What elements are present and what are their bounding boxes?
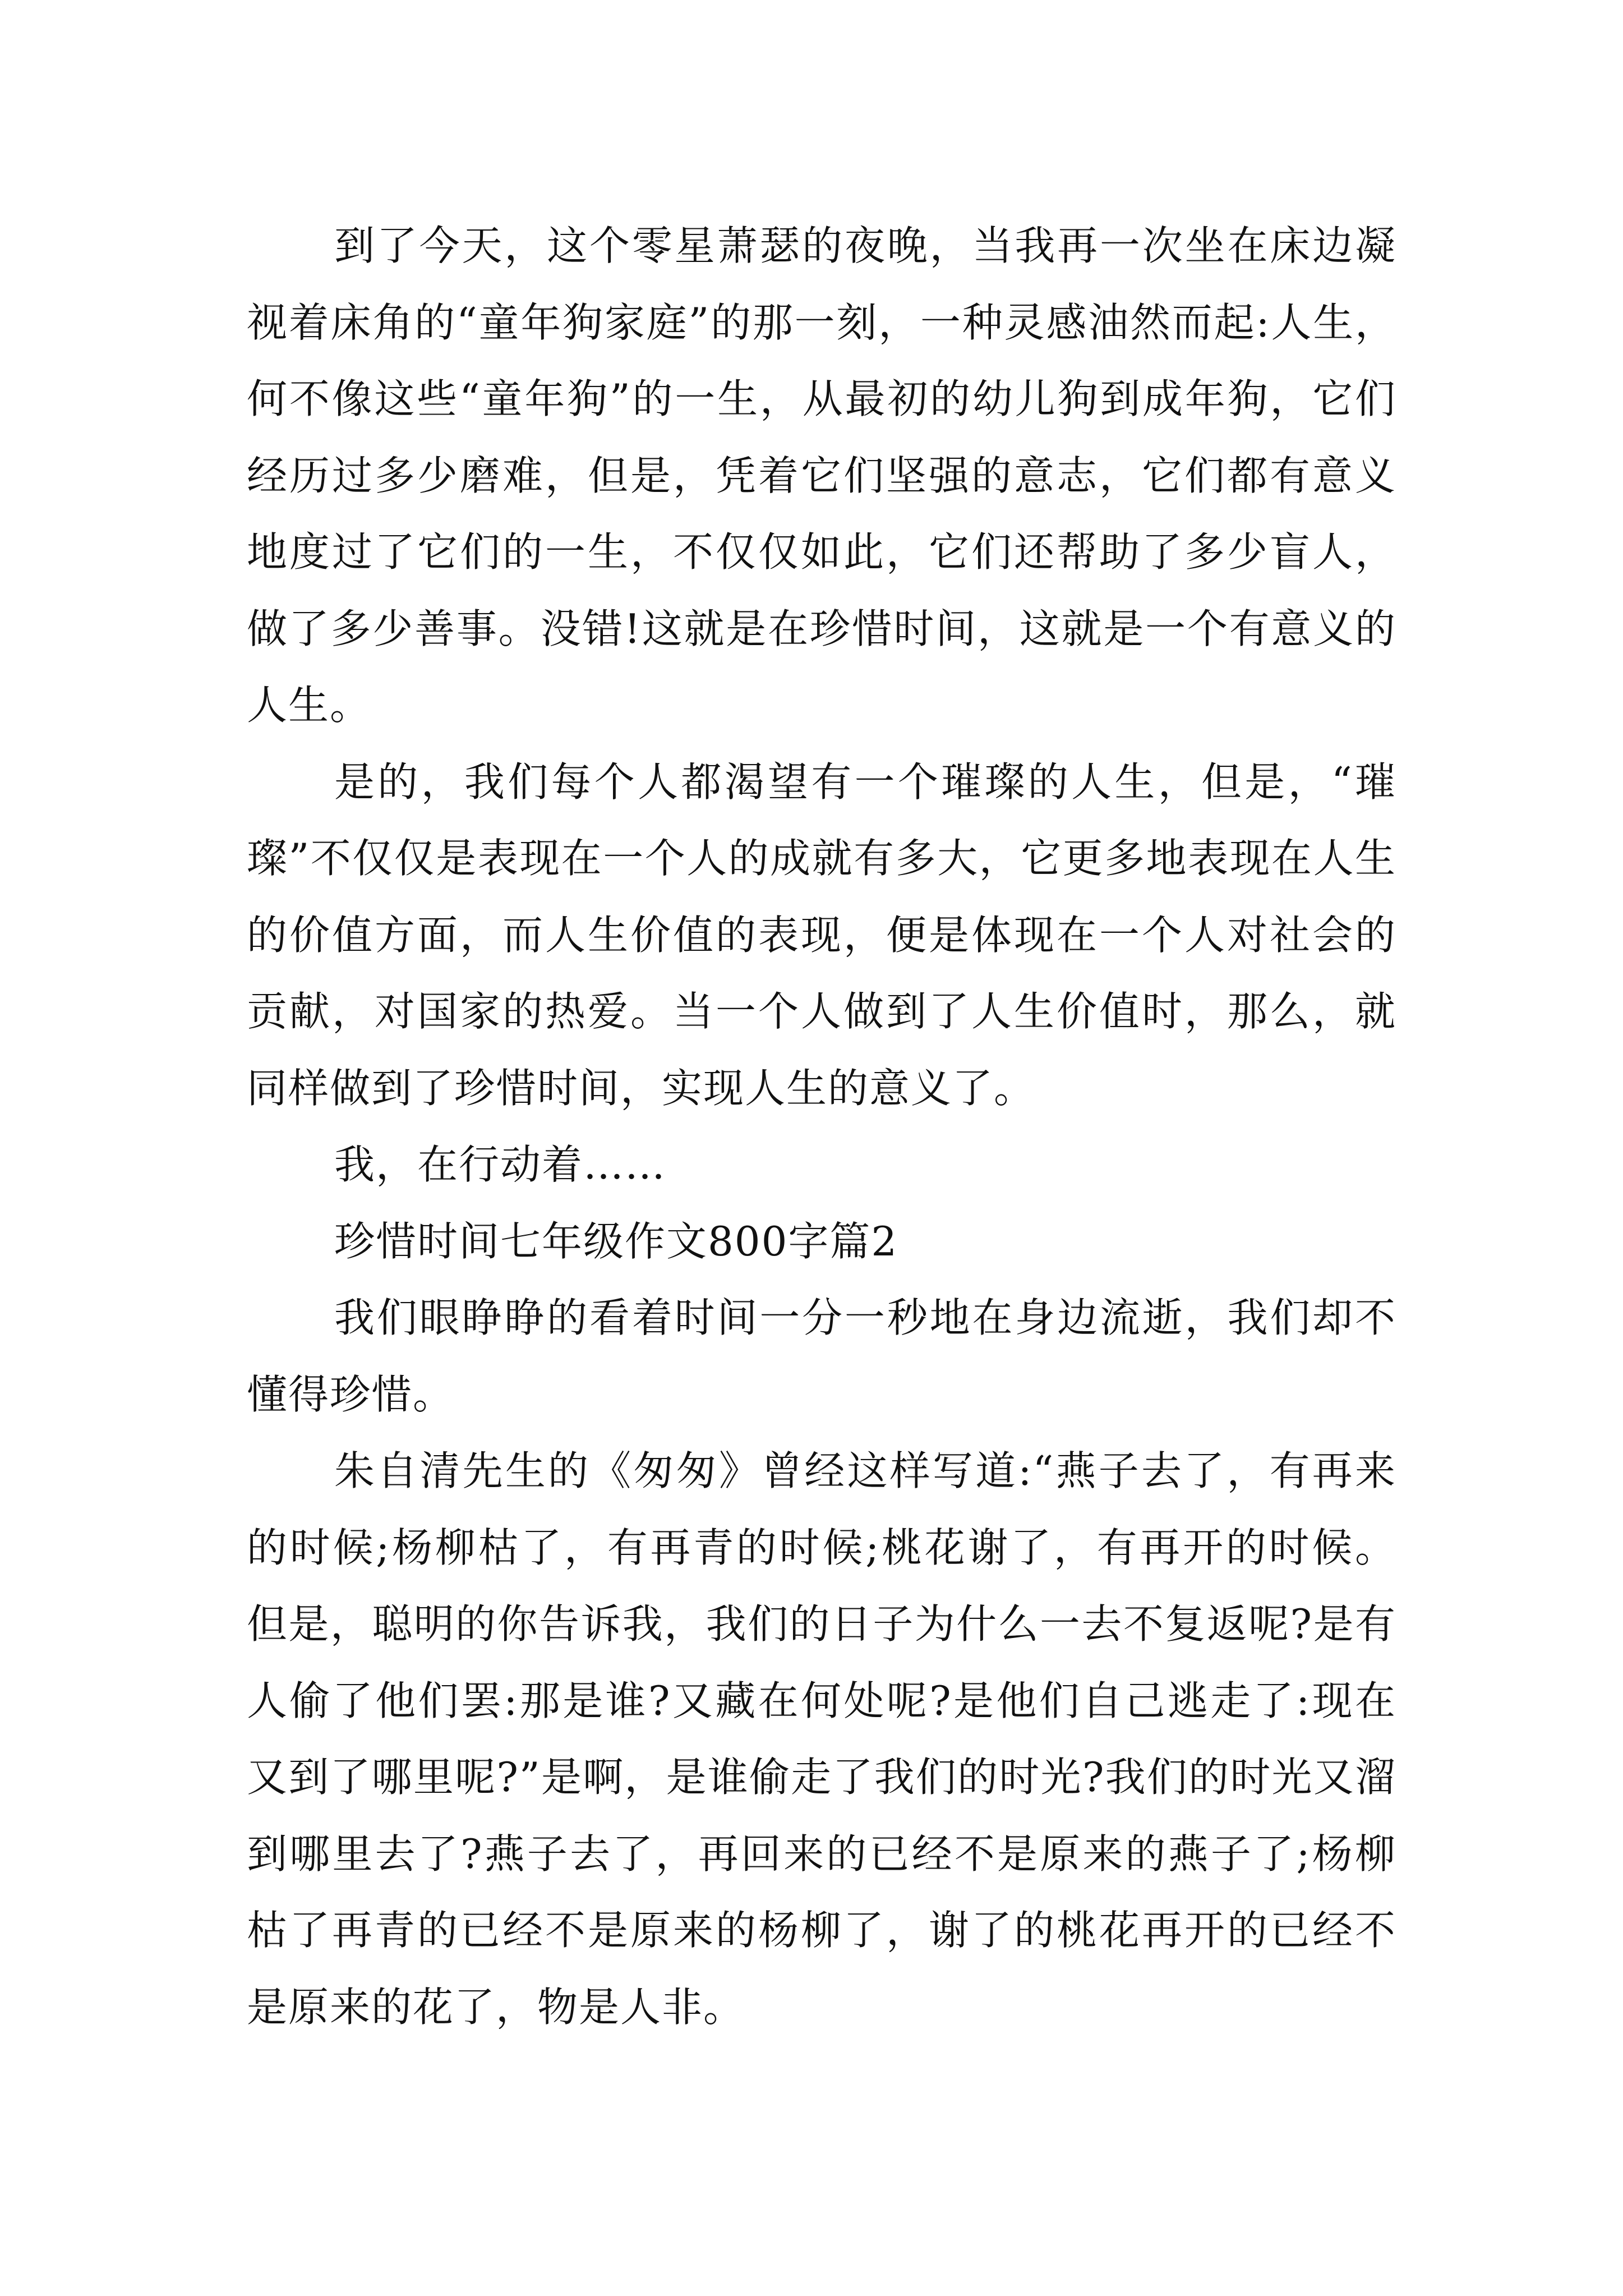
section-heading: 珍惜时间七年级作文800字篇2 (334, 1217, 898, 1265)
paragraph-3: 我，在行动着…… (334, 1141, 667, 1188)
paragraph-4: 我们眼睁睁的看着时间一分一秒地在身边流逝，我们却不懂得珍惜。 (247, 1294, 1396, 1418)
paragraph-1: 到了今天，这个零星萧瑟的夜晚，当我再一次坐在床边凝视着床角的“童年狗家庭”的那一刻，一种灵感油然而起:人生，何不像这些“童年狗”的一生，从最初的幼儿狗到成年狗，它们经历过多少磨难，但是，凭着它们坚强的意志，它们都有意义地度过了它们的一生，不仅仅如此，它们还帮助了多少盲人，做了多少善事。没错!这就是在珍惜时间，这就是一个有意义的人生。 (247, 222, 1396, 729)
paragraph-5: 朱自清先生的《匆匆》曾经这样写道:“燕子去了，有再来的时候;杨柳枯了，有再青的时候;桃花谢了，有再开的时候。但是，聪明的你告诉我，我们的日子为什么一去不复返呢?是有人偷了他们罢:那是谁?又藏在何处呢?是他们自己逃走了:现在又到了哪里呢?”是啊，是谁偷走了我们的时光?我们的时光又溜到哪里去了?燕子去了，再回来的已经不是原来的燕子了;杨柳枯了再青的已经不是原来的杨柳了，谢了的桃花再开的已经不是原来的花了，物是人非。 (247, 1447, 1396, 2031)
paragraph-2: 是的，我们每个人都渴望有一个璀璨的人生，但是，“璀璨”不仅仅是表现在一个人的成就有多大，它更多地表现在人生的价值方面，而人生价值的表现，便是体现在一个人对社会的贡献，对国家的热爱。当一个人做到了人生价值时，那么，就同样做到了珍惜时间，实现人生的意义了。 (247, 758, 1396, 1112)
document-body (247, 208, 1396, 2045)
